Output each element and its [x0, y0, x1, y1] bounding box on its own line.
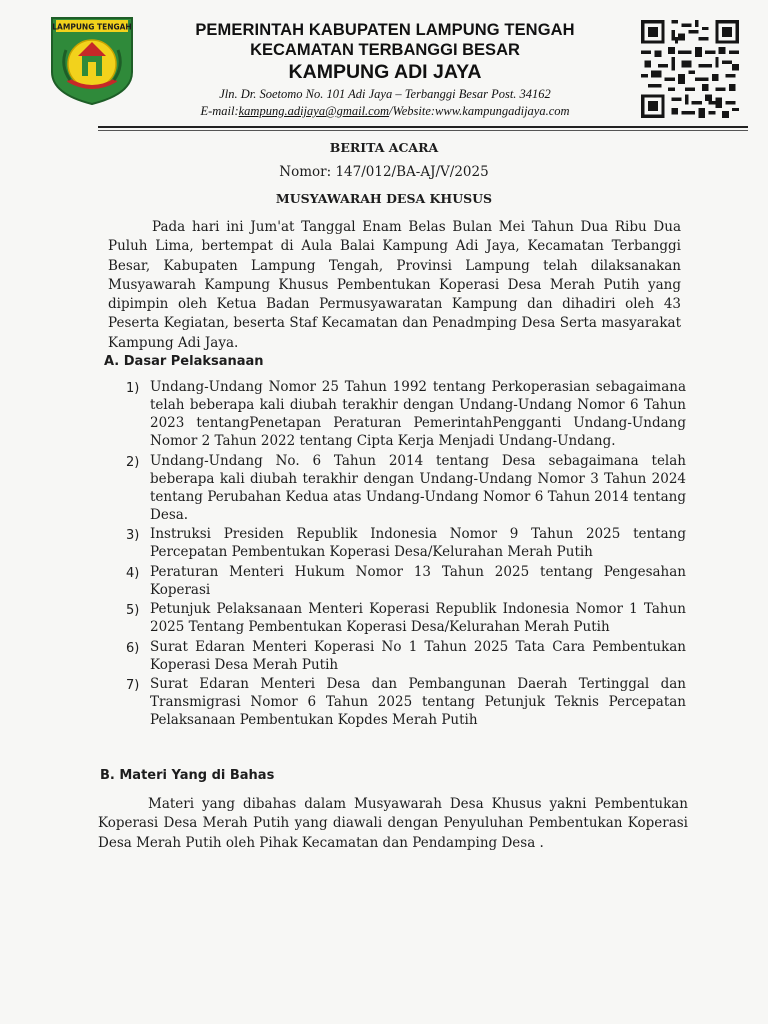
list-item-number: 2)	[126, 454, 140, 470]
list-item	[118, 638, 686, 674]
list-item	[118, 452, 686, 524]
website-text: /Website:www.kampungadijaya.com	[389, 104, 570, 118]
regency-logo-icon	[46, 14, 138, 106]
letterhead-address: Jln. Dr. Soetomo No. 101 Adi Jaya – Terbanggi Besar Post. 34162	[219, 87, 551, 101]
legal-basis-list	[118, 378, 686, 731]
list-item-number: 6)	[126, 640, 140, 656]
document-subtitle: MUSYAWARAH DESA KHUSUS	[275, 191, 493, 206]
list-item	[118, 675, 686, 729]
list-item-text: Surat Edaran Menteri Desa dan Pembangunan Daerah Tertinggal dan Transmigrasi Nomor 6 Tahun 2025 tentang Petunjuk Teknis Percepatan Pelaksanaan Pembentukan Kopdes Merah Putih	[150, 676, 686, 728]
list-item-number: 5)	[126, 603, 140, 618]
letterhead-contact	[140, 103, 630, 120]
list-item-text: Petunjuk Pelaksanaan Menteri Koperasi Republik Indonesia Nomor 1 Tahun 2025 Tentang Pembentukan Koperasi Desa/Kelurahan Merah Putih	[150, 601, 686, 635]
letterhead-district: KECAMATAN TERBANGGI BESAR	[250, 41, 520, 59]
list-item-text: Undang-Undang Nomor 25 Tahun 1992 tentang Perkoperasian sebagaimana telah beberapa kali diubah terakhir dengan Undang-Undang Nomor 6 Tahun 2023 tentangPenetapan Peraturan PemerintahPengganti Undang-Undang Nomor 2 Tahun 2022 tentang Cipta Kerja Menjadi Undang-Undang.	[150, 379, 686, 449]
list-item-text: Undang-Undang No. 6 Tahun 2014 tentang Desa sebagaimana telah beberapa kali diubah terakhir dengan Undang-Undang Nomor 3 Tahun 2024 tentang Perubahan Kedua atas Undang-Undang Nomor 6 Tahun 2014 tentang Desa.	[150, 452, 686, 523]
email-label: E-mail:	[200, 104, 239, 118]
list-item-text: Instruksi Presiden Republik Indonesia Nomor 9 Tahun 2025 tentang Percepatan Pembentukan Koperasi Desa/Kelurahan Merah Putih	[150, 526, 686, 560]
header-divider-thin	[98, 130, 748, 131]
letterhead-regency: PEMERINTAH KABUPATEN LAMPUNG TENGAH	[195, 21, 575, 39]
document-number: Nomor: 147/012/BA-AJ/V/2025	[279, 164, 489, 180]
header-divider	[98, 126, 748, 128]
list-item-number: 4)	[126, 565, 140, 581]
list-item	[118, 525, 686, 561]
qr-code-icon	[638, 20, 742, 118]
email-link[interactable]: kampung.adijaya@gmail.com	[238, 104, 389, 118]
document-title: BERITA ACARA	[329, 140, 439, 155]
list-item	[118, 563, 686, 599]
letterhead-village: KAMPUNG ADI JAYA	[288, 61, 482, 83]
list-item-number: 7)	[126, 678, 140, 693]
list-item	[118, 378, 686, 450]
list-item-number: 3)	[126, 528, 140, 543]
letterhead	[140, 20, 630, 120]
section-a-heading: A. Dasar Pelaksanaan	[104, 354, 264, 369]
list-item-text: Peraturan Menteri Hukum Nomor 13 Tahun 2025 tentang Pengesahan Koperasi	[150, 563, 686, 598]
section-b-heading: B. Materi Yang di Bahas	[100, 768, 275, 783]
list-item-text: Surat Edaran Menteri Koperasi No 1 Tahun 2025 Tata Cara Pembentukan Koperasi Desa Merah Putih	[150, 638, 686, 673]
list-item	[118, 600, 686, 636]
intro-paragraph: Pada hari ini Jum'at Tanggal Enam Belas Bulan Mei Tahun Dua Ribu Dua Puluh Lima, bertempat di Aula Balai Kampung Adi Jaya, Kecamatan Terbanggi Besar, Kabupaten Lampung Tengah, Provinsi Lampung telah dilaksanakan Musyawarah Kampung Khusus Pembentukan Koperasi Desa Merah Putih yang dipimpin oleh Ketua Badan Permusyawaratan Kampung dan dihadiri oleh 43 Peserta Kegiatan, beserta Staf Kecamatan dan Penadmping Desa Serta masyarakat Kampung Adi Jaya.	[108, 219, 681, 351]
logo-text: LAMPUNG TENGAH	[52, 22, 132, 32]
list-item-number: 1)	[126, 381, 140, 396]
section-b-paragraph: Materi yang dibahas dalam Musyawarah Desa Khusus yakni Pembentukan Koperasi Desa Merah Putih yang diawali dengan Penyuluhan Pembentukan Koperasi Desa Merah Putih oleh Pihak Kecamatan dan Pendamping Desa .	[98, 796, 688, 851]
